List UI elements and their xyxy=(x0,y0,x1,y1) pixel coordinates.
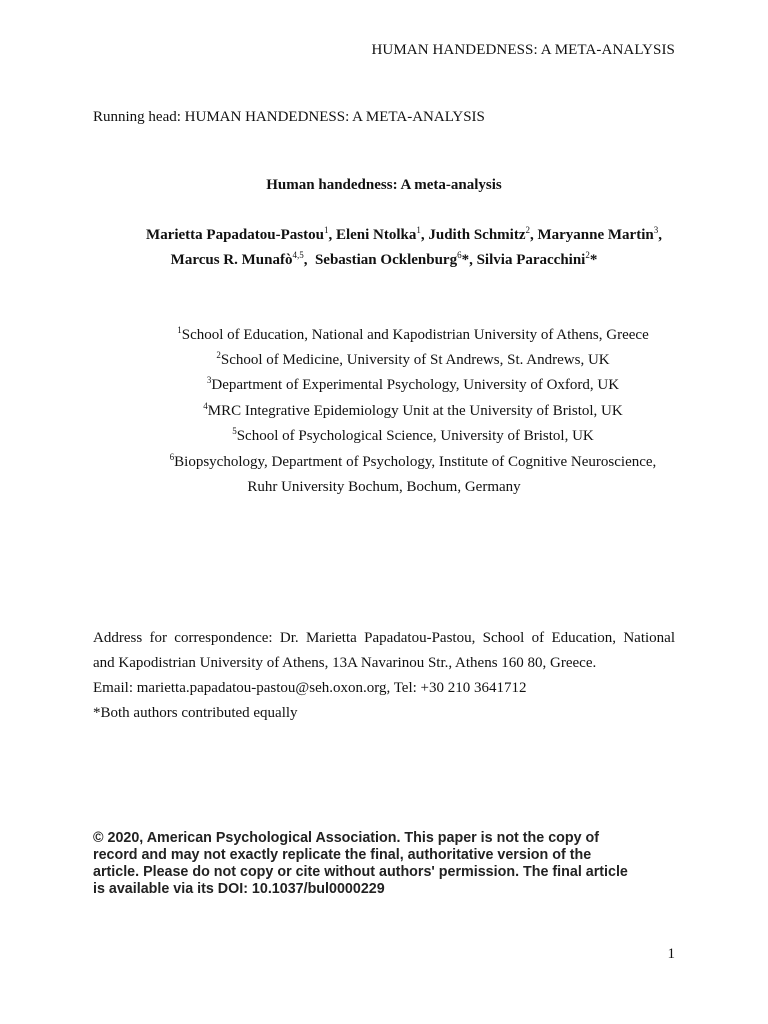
author-line-2: Marcus R. Munafò$^{4,5}$, Sebastian Ocklenburg$^6$*, Silvia Paracchini$^2$* xyxy=(170,250,598,268)
correspondence-block xyxy=(93,626,675,726)
author-name: Judith Schmitz xyxy=(428,227,526,243)
author-line-1: Marietta Papadatou-Pastou$^1$, Eleni Ntolka$^1$, Judith Schmitz$^2$, Maryanne Martin$^3$, xyxy=(146,225,662,243)
author-affiliation-number: 2 xyxy=(585,250,590,260)
affiliation-line xyxy=(0,403,768,420)
copyright-line: © 2020, American Psychological Association. This paper is not the copy of xyxy=(93,830,600,846)
author-name: Eleni Ntolka xyxy=(335,227,417,243)
affiliation-number: 1 xyxy=(177,325,182,335)
affiliation-text: Ruhr University Bochum, Bochum, Germany xyxy=(247,479,521,495)
equal-contribution-mark: * xyxy=(461,252,470,268)
equal-contribution-note: *Both authors contributed equally xyxy=(93,705,298,721)
correspondence-contact-line: Email: marietta.papadatou-pastou@seh.oxon.org, Tel: +30 210 3641712 xyxy=(93,680,527,696)
correspondence-address-line: Address for correspondence: Dr. Marietta Papadatou-Pastou, School of Education, National xyxy=(93,630,675,646)
equal-contribution-mark: * xyxy=(589,252,598,268)
running-head-line: Running head: HUMAN HANDEDNESS: A META-ANALYSIS xyxy=(93,109,485,125)
copyright-notice xyxy=(93,830,693,898)
affiliation-line xyxy=(0,377,768,394)
author-affiliation-number: 6 xyxy=(457,250,462,260)
correspondence-address-line: and Kapodistrian University of Athens, 13A Navarinou Str., Athens 160 80, Greece. xyxy=(93,655,597,671)
affiliation-number: 5 xyxy=(232,426,237,436)
affiliation-line xyxy=(0,428,768,445)
author-affiliation-number: 1 xyxy=(416,225,421,235)
affiliation-line xyxy=(0,454,768,471)
affiliation-line xyxy=(0,327,768,344)
affiliation-text: School of Education, National and Kapodistrian University of Athens, Greece xyxy=(181,327,649,343)
affiliation-number: 4 xyxy=(203,401,208,411)
copyright-line: article. Please do not copy or cite without authors' permission. The final article xyxy=(93,864,628,880)
affiliation-text: Department of Experimental Psychology, University of Oxford, UK xyxy=(211,377,620,393)
author-name: Silvia Paracchini xyxy=(476,252,586,268)
running-header: HUMAN HANDEDNESS: A META-ANALYSIS xyxy=(371,42,675,58)
author-affiliation-number: 1 xyxy=(323,225,329,235)
affiliation-number: 2 xyxy=(216,350,221,360)
author-name: Maryanne Martin xyxy=(537,227,654,243)
page-number: 1 xyxy=(667,946,675,962)
author-affiliation-number: 4,5 xyxy=(292,250,304,260)
affiliation-line xyxy=(0,352,768,369)
author-name: Sebastian Ocklenburg xyxy=(314,252,458,268)
author-affiliation-number: 2 xyxy=(525,225,530,235)
affiliation-line xyxy=(0,479,768,496)
affiliation-text: MRC Integrative Epidemiology Unit at the University of Bristol, UK xyxy=(207,403,623,419)
author-name: Marcus R. Munafò xyxy=(170,252,293,268)
affiliation-text: School of Medicine, University of St Andrews, St. Andrews, UK xyxy=(220,352,610,368)
affiliation-number: 6 xyxy=(169,452,175,462)
paper-title: Human handedness: A meta-analysis xyxy=(266,177,502,193)
affiliation-number: 3 xyxy=(206,375,212,385)
affiliation-text: School of Psychological Science, University of Bristol, UK xyxy=(236,428,594,444)
author-affiliation-number: 3 xyxy=(653,225,659,235)
author-name: Marietta Papadatou-Pastou xyxy=(146,227,324,243)
copyright-line: record and may not exactly replicate the final, authoritative version of the xyxy=(93,847,592,863)
affiliation-text: Biopsychology, Department of Psychology, Institute of Cognitive Neuroscience, xyxy=(174,454,657,470)
copyright-line: is available via its DOI: 10.1037/bul0000229 xyxy=(93,881,385,897)
